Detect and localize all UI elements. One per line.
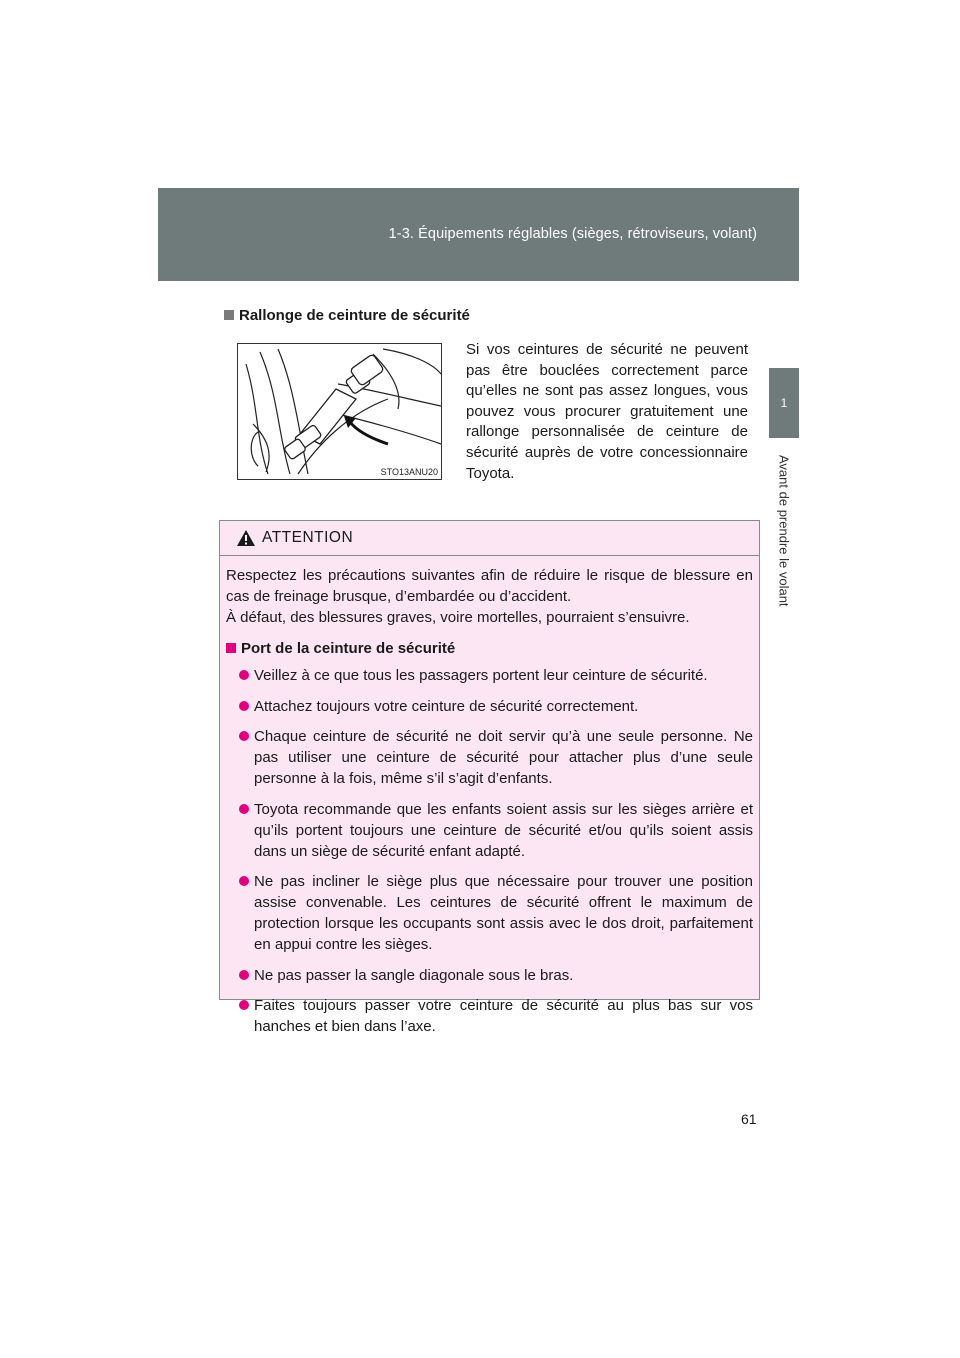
section-title-text: Rallonge de ceinture de sécurité <box>239 307 470 324</box>
seatbelt-drawing <box>238 344 441 479</box>
bullet-dot-icon <box>239 804 249 814</box>
bullet-dot-icon <box>239 876 249 886</box>
warning-subtitle <box>226 638 753 659</box>
list-item: Veillez à ce que tous les passagers portent leur ceinture de sécurité. <box>226 665 753 686</box>
warning-box <box>219 520 760 1035</box>
list-item: Chaque ceinture de sécurité ne doit servir qu’à une seule personne. Ne pas utiliser une ceinture de sécurité pour attacher plus d’une seule personne à la fois, même s’il s’agit d’enfants. <box>226 726 753 789</box>
page-number: 61 <box>741 1111 757 1127</box>
warning-subtitle-text: Port de la ceinture de sécurité <box>241 640 456 657</box>
section-title <box>224 307 470 324</box>
warning-header <box>220 521 759 556</box>
bullet-dot-icon <box>239 970 249 980</box>
list-item: Faites toujours passer votre ceinture de sécurité au plus bas sur vos hanches et bien dans l’axe. <box>226 995 753 1037</box>
bullet-dot-icon <box>239 701 249 711</box>
illustration-code: STO13ANU20 <box>380 467 438 477</box>
square-bullet-icon <box>224 310 234 320</box>
chapter-number: 1 <box>780 396 788 410</box>
header-bar <box>158 188 799 281</box>
warning-triangle-icon <box>236 529 256 547</box>
bullet-dot-icon <box>239 731 249 741</box>
warning-title: ATTENTION <box>262 529 354 546</box>
warning-body <box>220 556 759 1037</box>
list-item: Toyota recommande que les enfants soient assis sur les sièges arrière et qu’ils portent toujours une ceinture de sécurité et/ou qu’ils soient assis dans un siège de sécurité enfant adapté. <box>226 799 753 862</box>
list-item: Attachez toujours votre ceinture de sécurité correctement. <box>226 696 753 717</box>
section-path: 1-3. Équipements réglables (sièges, rétroviseurs, volant) <box>388 226 757 242</box>
list-item: Ne pas incliner le siège plus que nécessaire pour trouver une position assise convenable. Les ceintures de sécurité offrent le maximum de protection lorsque les occupants sont assis avec le dos droit, parfaitement en appui contre les sièges. <box>226 871 753 955</box>
warning-bullet-list <box>226 665 753 1037</box>
seatbelt-extender-illustration <box>237 343 442 480</box>
bullet-dot-icon <box>239 670 249 680</box>
chapter-tab <box>769 368 799 438</box>
warning-consequence: À défaut, des blessures graves, voire mortelles, pourraient s’ensuivre. <box>226 609 690 626</box>
list-item: Ne pas passer la sangle diagonale sous le bras. <box>226 965 753 986</box>
bullet-dot-icon <box>239 1000 249 1010</box>
section-text: Si vos ceintures de sécurité ne peuvent pas être bouclées correctement parce qu’elles ne sont pas assez longues, vous pouvez vous procurer gratuitement une rallonge personnalisée de ceinture de sécurité auprès de votre concessionnaire Toyota. <box>466 341 748 482</box>
chapter-label: Avant de prendre le volant <box>776 455 792 607</box>
warning-intro: Respectez les précautions suivantes afin de réduire le risque de blessure en cas de freinage brusque, d’embardée ou d’accident. <box>226 567 753 605</box>
square-bullet-icon <box>226 643 236 653</box>
